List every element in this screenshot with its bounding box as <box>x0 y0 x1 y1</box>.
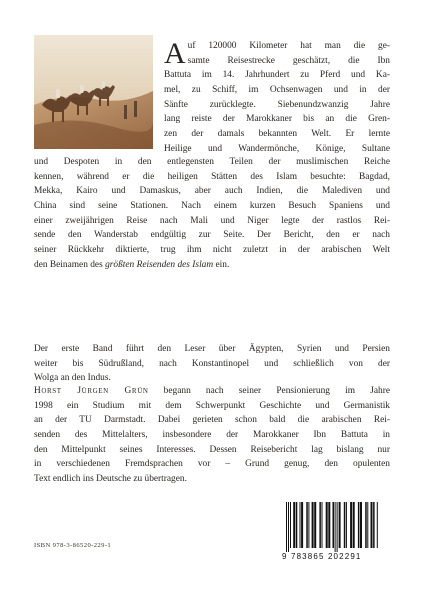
text-line: Heilige und Wandermönche, Könige, Sultane <box>164 143 390 154</box>
text-fragment: den Beinamen des <box>34 259 106 270</box>
barcode-bar <box>377 502 378 548</box>
barcode-bar <box>319 502 321 548</box>
text-line: weiter bis Südrußland, nach Konstantinopel und schließlich von der <box>34 358 390 369</box>
text-line: Sänfte zurücklegte. Siebenundzwanzig Jahre <box>164 99 390 110</box>
barcode-bar <box>344 502 346 548</box>
barcode-bar <box>373 502 375 548</box>
text-line: 1998 ein Studium mit dem Schwerpunkt Geschichte und Germanistik <box>34 400 390 411</box>
text-line: Der erste Band führt den Leser über Ägypten, Syrien und Persien <box>34 344 390 354</box>
camel-caravan-image <box>34 35 153 149</box>
text-line: senden des Mittelalters, insbesondere der Marokkaner Ibn Battuta in <box>34 429 390 440</box>
text-line: Mekka, Kairo und Damaskus, aber auch Indien, die Malediven und <box>34 186 390 197</box>
text-line: an der TU Darmstadt. Dabei gerieten schon bald die arabischen Rei- <box>34 415 390 426</box>
text-line: China sind seine Stationen. Nach einem kurzen Besuch Spaniens und <box>34 200 390 211</box>
caravan-illustration <box>34 35 153 149</box>
barcode-bar <box>308 502 309 548</box>
author-bio <box>34 384 390 487</box>
second-paragraph <box>34 342 390 386</box>
barcode-digits: 9 783865 202291 <box>282 552 362 561</box>
text-line: samte Reisestrecke geschätzt, die Ibn <box>187 55 390 66</box>
barcode-bar <box>301 502 303 548</box>
barcode-bar <box>339 502 341 548</box>
text-line: Text endlich ins Deutsche zu übertragen. <box>34 473 187 484</box>
barcode-bar <box>326 502 328 548</box>
text-line: kennen, während er die heiligen Stätten des Islam besuchte: Bagdad, <box>34 171 390 182</box>
intro-paragraph-full <box>34 155 390 272</box>
barcode-bar <box>350 502 352 548</box>
barcode-bar <box>296 502 298 548</box>
text-line: mel, zu Schiff, im Ochsenwagen und in der <box>164 84 390 95</box>
barcode-bar <box>312 502 314 548</box>
text-line: lang reiste der Marokkaner bis an die Gren- <box>164 114 390 125</box>
intro-paragraph-top <box>164 39 390 156</box>
barcode-bars <box>282 500 390 552</box>
barcode <box>282 500 390 564</box>
text-line: zen der damals bekannten Welt. Er lernte <box>164 128 390 139</box>
text-line: einer zweijährigen Reise nach Mali und Niger legte der rastlos Rei- <box>34 215 390 226</box>
author-name: Horst Jürgen Grün <box>34 386 149 396</box>
text-line: und Despoten in den entlegensten Teilen der muslimischen Reiche <box>34 157 390 167</box>
barcode-bar <box>290 502 291 548</box>
barcode-guard-bar <box>286 502 287 552</box>
barcode-guard-bar <box>288 502 289 552</box>
barcode-bar <box>367 502 368 548</box>
text-fragment: ein. <box>213 259 230 270</box>
barcode-guard-bar <box>335 502 336 552</box>
barcode-guard-bar <box>337 502 338 552</box>
barcode-bar <box>314 502 316 548</box>
drop-cap: A <box>164 37 186 70</box>
text-line: in verschiedenen Fremdsprachen vor – Grund genug, den opulenten <box>34 459 390 470</box>
text-fragment: begann nach seiner Pensionierung im Jahre <box>148 386 390 396</box>
text-line-last <box>34 258 390 273</box>
text-line: Wolga an den Indus. <box>34 373 111 384</box>
isbn-label: ISBN 978-3-86520-229-1 <box>34 542 112 549</box>
barcode-bar <box>333 502 335 548</box>
barcode-bar <box>371 502 373 548</box>
barcode-bar <box>358 502 360 548</box>
barcode-bar <box>360 502 362 548</box>
barcode-bar <box>306 502 308 548</box>
barcode-bar <box>353 502 355 548</box>
barcode-bar <box>328 502 330 548</box>
italic-epithet: größten Reisenden des Islam <box>105 259 214 270</box>
barcode-bar <box>293 502 295 548</box>
barcode-bar <box>322 502 323 548</box>
barcode-bar <box>346 502 347 548</box>
text-line <box>34 384 390 399</box>
text-line: Battuta im 14. Jahrhundert zu Pferd und Ka- <box>164 70 390 81</box>
text-line: sende den Wanderstab endgültig zur Seite. Der Bericht, den er nach <box>34 230 390 241</box>
barcode-bar <box>365 502 367 548</box>
text-line: seiner Rückkehr diktierte, trug ihm nicht zuletzt in der arabischen Welt <box>34 244 390 255</box>
barcode-bar <box>300 502 301 548</box>
text-line: den Mittelpunkt seines Interesses. Dessen Reisebericht lag bislang nur <box>34 444 390 455</box>
text-line: uf 120000 Kilometer hat man die ge- <box>187 41 390 51</box>
